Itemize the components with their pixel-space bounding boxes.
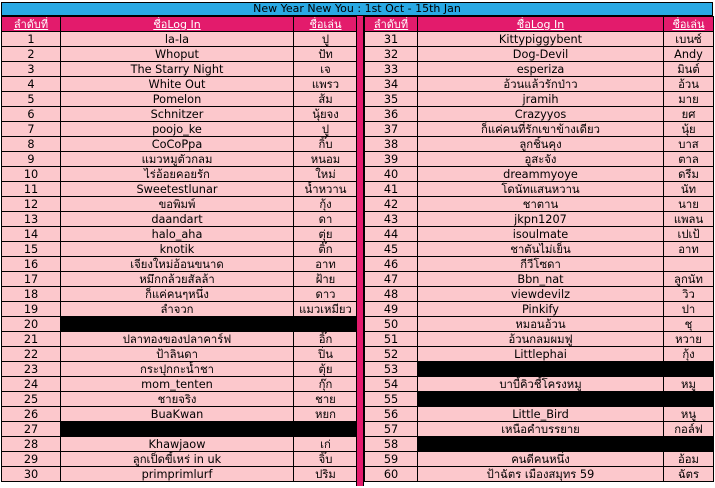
num-cell: 2 [2, 47, 61, 62]
login-cell: daandart [61, 212, 294, 227]
num-cell: 35 [365, 92, 418, 107]
login-cell: เหนือคำบรรยาย [418, 422, 664, 437]
nick-cell [664, 392, 714, 407]
num-cell: 16 [2, 257, 61, 272]
table-row [365, 332, 714, 347]
num-cell: 10 [2, 167, 61, 182]
login-cell: ปลาทองของปลาคาร์ฟ [61, 332, 294, 347]
table-row [2, 452, 358, 467]
login-cell: Kittypiggybent [418, 32, 664, 47]
nick-cell: ปา [664, 302, 714, 317]
num-cell: 20 [2, 317, 61, 332]
nick-cell: Andy [664, 47, 714, 62]
table-row [365, 302, 714, 317]
nick-cell: ตุ้ย [294, 362, 358, 377]
nick-cell: กอล์ฟ [664, 422, 714, 437]
num-cell: 9 [2, 152, 61, 167]
login-cell: Pinkify [418, 302, 664, 317]
table-row [2, 272, 358, 287]
nick-cell: เบนซ์ [664, 32, 714, 47]
nick-cell: ดรีม [664, 167, 714, 182]
nick-cell: ดาว [294, 287, 358, 302]
table-row [365, 437, 714, 452]
login-cell: ลูกเป็ดขี้เหร่ in uk [61, 452, 294, 467]
table-row [2, 227, 358, 242]
nick-cell: บาส [664, 137, 714, 152]
table-row [365, 167, 714, 182]
num-cell: 14 [2, 227, 61, 242]
table-row [2, 467, 358, 482]
login-cell: ก็แค่คนที่รักเขาข้างเดียว [418, 122, 664, 137]
num-cell: 55 [365, 392, 418, 407]
sheet-title: New Year New You : 1st Oct - 15th Jan [1, 2, 713, 16]
nick-cell: ปิ่น [294, 347, 358, 362]
table-row [365, 407, 714, 422]
table-row [365, 362, 714, 377]
num-cell: 15 [2, 242, 61, 257]
num-cell: 21 [2, 332, 61, 347]
num-cell: 29 [2, 452, 61, 467]
nick-cell: แพลน [664, 212, 714, 227]
login-cell [418, 437, 664, 452]
num-cell: 4 [2, 77, 61, 92]
num-cell: 41 [365, 182, 418, 197]
table-row [365, 227, 714, 242]
nick-cell: กุ้ง [294, 197, 358, 212]
login-cell [418, 362, 664, 377]
num-cell: 27 [2, 422, 61, 437]
table-row [365, 182, 714, 197]
num-cell: 18 [2, 287, 61, 302]
table-row [2, 62, 358, 77]
nick-cell: กุ๊ก [294, 377, 358, 392]
login-cell: White Out [61, 77, 294, 92]
participants-table-right [364, 16, 714, 482]
login-cell: หมึกกล้วยสัลล้า [61, 272, 294, 287]
login-cell: isoulmate [418, 227, 664, 242]
nick-cell: ตุ่ย [294, 227, 358, 242]
num-cell: 59 [365, 452, 418, 467]
login-cell: คนดีคนหนึ่ง [418, 452, 664, 467]
nick-cell: เจ [294, 62, 358, 77]
login-cell: Crazyyos [418, 107, 664, 122]
nick-cell: นุ้ยจง [294, 107, 358, 122]
num-cell: 50 [365, 317, 418, 332]
login-cell: viewdevilz [418, 287, 664, 302]
num-cell: 31 [365, 32, 418, 47]
num-cell: 51 [365, 332, 418, 347]
login-cell: esperiza [418, 62, 664, 77]
num-cell: 47 [365, 272, 418, 287]
login-cell: jramih [418, 92, 664, 107]
table-row [365, 152, 714, 167]
table-row [2, 137, 358, 152]
table-row [365, 47, 714, 62]
nick-cell: ชาย [294, 392, 358, 407]
header-nickname: ชื่อเล่น [294, 17, 358, 32]
nick-cell: แพรว [294, 77, 358, 92]
table-row [2, 107, 358, 122]
login-cell: หมอนอ้วน [418, 317, 664, 332]
num-cell: 39 [365, 152, 418, 167]
login-cell: Khawjaow [61, 437, 294, 452]
table-row [365, 242, 714, 257]
num-cell: 5 [2, 92, 61, 107]
login-cell: ลูกชิ้นคุง [418, 137, 664, 152]
nick-cell: เก่ [294, 437, 358, 452]
table-row [365, 392, 714, 407]
login-cell: Littlephai [418, 347, 664, 362]
nick-cell: อ้วน [664, 77, 714, 92]
login-cell: กีวีโซดา [418, 257, 664, 272]
nick-cell: นุ้ย [664, 122, 714, 137]
header-login: ชื่อLog In [61, 17, 294, 32]
login-cell: Whoput [61, 47, 294, 62]
nick-cell: จิ๊บ [294, 452, 358, 467]
nick-cell: หวาย [664, 332, 714, 347]
table-row [365, 32, 714, 47]
table-row [365, 347, 714, 362]
nick-cell: นาย [664, 197, 714, 212]
nick-cell: ฝ้าย [294, 272, 358, 287]
table-row [365, 197, 714, 212]
table-row [365, 122, 714, 137]
nick-cell: หนู [664, 407, 714, 422]
table-row [2, 362, 358, 377]
login-cell [61, 317, 294, 332]
table-row [2, 92, 358, 107]
table-row [2, 437, 358, 452]
num-cell: 13 [2, 212, 61, 227]
nick-cell: ดา [294, 212, 358, 227]
login-cell: poojo_ke [61, 122, 294, 137]
num-cell: 7 [2, 122, 61, 137]
num-cell: 25 [2, 392, 61, 407]
nick-cell: ส้ม [294, 92, 358, 107]
num-cell: 17 [2, 272, 61, 287]
column-separator [356, 16, 364, 486]
table-row [2, 287, 358, 302]
login-cell: Schnitzer [61, 107, 294, 122]
login-cell: ชาตันไม่เย็น [418, 242, 664, 257]
table-row [365, 212, 714, 227]
login-cell: เจียงใหม่อ้อนขนาด [61, 257, 294, 272]
table-row [365, 257, 714, 272]
login-cell: halo_aha [61, 227, 294, 242]
login-cell [61, 422, 294, 437]
table-row [2, 122, 358, 137]
table-row [2, 317, 358, 332]
num-cell: 30 [2, 467, 61, 482]
login-cell: Sweetestlunar [61, 182, 294, 197]
table-row [365, 137, 714, 152]
nick-cell [664, 362, 714, 377]
nick-cell: หนอม [294, 152, 358, 167]
nick-cell: วิว [664, 287, 714, 302]
login-cell: dreammyoye [418, 167, 664, 182]
login-cell: ป้าลินดา [61, 347, 294, 362]
num-cell: 44 [365, 227, 418, 242]
table-row [2, 302, 358, 317]
table-row [365, 272, 714, 287]
num-cell: 54 [365, 377, 418, 392]
num-cell: 42 [365, 197, 418, 212]
nick-cell: อาท [664, 242, 714, 257]
header-row [365, 17, 714, 32]
table-row [365, 467, 714, 482]
table-row [2, 377, 358, 392]
login-cell: อ้วนกลมผมฟู [418, 332, 664, 347]
num-cell: 33 [365, 62, 418, 77]
login-cell: ป้าฉัตร เมืองสมุทร 59 [418, 467, 664, 482]
login-cell: อูสะจัง [418, 152, 664, 167]
nick-cell: ใหม่ [294, 167, 358, 182]
nick-cell: น้ำหวาน [294, 182, 358, 197]
num-cell: 56 [365, 407, 418, 422]
nick-cell: ปู [294, 122, 358, 137]
num-cell: 6 [2, 107, 61, 122]
login-cell: Dog-Devil [418, 47, 664, 62]
login-cell: ลำจวก [61, 302, 294, 317]
num-cell: 46 [365, 257, 418, 272]
login-cell: The Starry Night [61, 62, 294, 77]
table-row [365, 62, 714, 77]
num-cell: 8 [2, 137, 61, 152]
table-row [2, 197, 358, 212]
login-cell: โดนัทแสนหวาน [418, 182, 664, 197]
num-cell: 28 [2, 437, 61, 452]
num-cell: 26 [2, 407, 61, 422]
login-cell: ไร่อ้อยคอยรัก [61, 167, 294, 182]
num-cell: 12 [2, 197, 61, 212]
login-cell: ขอพิมพ์ [61, 197, 294, 212]
nick-cell: กุ้ง [664, 347, 714, 362]
num-cell: 45 [365, 242, 418, 257]
participants-table-left [1, 16, 358, 482]
num-cell: 48 [365, 287, 418, 302]
login-cell: Bbn_nat [418, 272, 664, 287]
nick-cell: ยศ [664, 107, 714, 122]
table-row [2, 422, 358, 437]
nick-cell: อาท [294, 257, 358, 272]
login-cell: กระปุกกะน้ำชา [61, 362, 294, 377]
table-row [2, 347, 358, 362]
table-row [365, 422, 714, 437]
num-cell: 57 [365, 422, 418, 437]
table-row [2, 242, 358, 257]
nick-cell: ลูกนัท [664, 272, 714, 287]
login-cell: la-la [61, 32, 294, 47]
num-cell: 19 [2, 302, 61, 317]
table-row [365, 107, 714, 122]
num-cell: 38 [365, 137, 418, 152]
table-row [365, 317, 714, 332]
login-cell: อ้วนแล้วรักป่าว [418, 77, 664, 92]
num-cell: 32 [365, 47, 418, 62]
num-cell: 43 [365, 212, 418, 227]
login-cell: Pomelon [61, 92, 294, 107]
num-cell: 58 [365, 437, 418, 452]
table-row [2, 182, 358, 197]
nick-cell: แมวเหมียว [294, 302, 358, 317]
login-cell: BuaKwan [61, 407, 294, 422]
login-cell: ก็แค่คนๆหนึ่ง [61, 287, 294, 302]
header-row [2, 17, 358, 32]
num-cell: 24 [2, 377, 61, 392]
nick-cell: อ้อม [664, 452, 714, 467]
header-number: ลำดับที่ [2, 17, 61, 32]
table-row [365, 452, 714, 467]
nick-cell [664, 437, 714, 452]
nick-cell [664, 257, 714, 272]
login-cell: Little_Bird [418, 407, 664, 422]
table-row [2, 332, 358, 347]
table-row [2, 152, 358, 167]
num-cell: 1 [2, 32, 61, 47]
table-row [365, 287, 714, 302]
num-cell: 23 [2, 362, 61, 377]
login-cell: ชายจริง [61, 392, 294, 407]
table-row [2, 212, 358, 227]
login-cell: ชาตาน [418, 197, 664, 212]
table-row [2, 257, 358, 272]
num-cell: 36 [365, 107, 418, 122]
nick-cell: กิ๊บ [294, 137, 358, 152]
header-number: ลำดับที่ [365, 17, 418, 32]
nick-cell: ปริม [294, 467, 358, 482]
nick-cell: อิ๊ก [294, 332, 358, 347]
header-nickname: ชื่อเล่น [664, 17, 714, 32]
nick-cell: ตาล [664, 152, 714, 167]
table-row [365, 377, 714, 392]
nick-cell: มินต์ [664, 62, 714, 77]
num-cell: 34 [365, 77, 418, 92]
table-row [365, 92, 714, 107]
num-cell: 60 [365, 467, 418, 482]
login-cell: primprimlurf [61, 467, 294, 482]
header-login: ชื่อLog In [418, 17, 664, 32]
nick-cell: เปเป้ [664, 227, 714, 242]
nick-cell: ปู [294, 32, 358, 47]
table-row [2, 32, 358, 47]
num-cell: 3 [2, 62, 61, 77]
num-cell: 40 [365, 167, 418, 182]
nick-cell: หมู [664, 377, 714, 392]
nick-cell [294, 317, 358, 332]
num-cell: 49 [365, 302, 418, 317]
login-cell: แมวหมูตัวกลม [61, 152, 294, 167]
num-cell: 37 [365, 122, 418, 137]
table-row [2, 47, 358, 62]
login-cell [418, 392, 664, 407]
table-row [365, 77, 714, 92]
num-cell: 53 [365, 362, 418, 377]
nick-cell: นัท [664, 182, 714, 197]
num-cell: 52 [365, 347, 418, 362]
login-cell: CoCoPpa [61, 137, 294, 152]
nick-cell [294, 422, 358, 437]
nick-cell: ปัท [294, 47, 358, 62]
login-cell: jkpn1207 [418, 212, 664, 227]
num-cell: 22 [2, 347, 61, 362]
nick-cell: หยก [294, 407, 358, 422]
nick-cell: ชุ [664, 317, 714, 332]
table-row [2, 167, 358, 182]
nick-cell: ฉัตร [664, 467, 714, 482]
nick-cell: มาย [664, 92, 714, 107]
login-cell: knotik [61, 242, 294, 257]
login-cell: บาบี้คิวชี้โครงหมู [418, 377, 664, 392]
login-cell: mom_tenten [61, 377, 294, 392]
table-row [2, 407, 358, 422]
table-row [2, 77, 358, 92]
table-row [2, 392, 358, 407]
nick-cell: ติ๊ก [294, 242, 358, 257]
num-cell: 11 [2, 182, 61, 197]
